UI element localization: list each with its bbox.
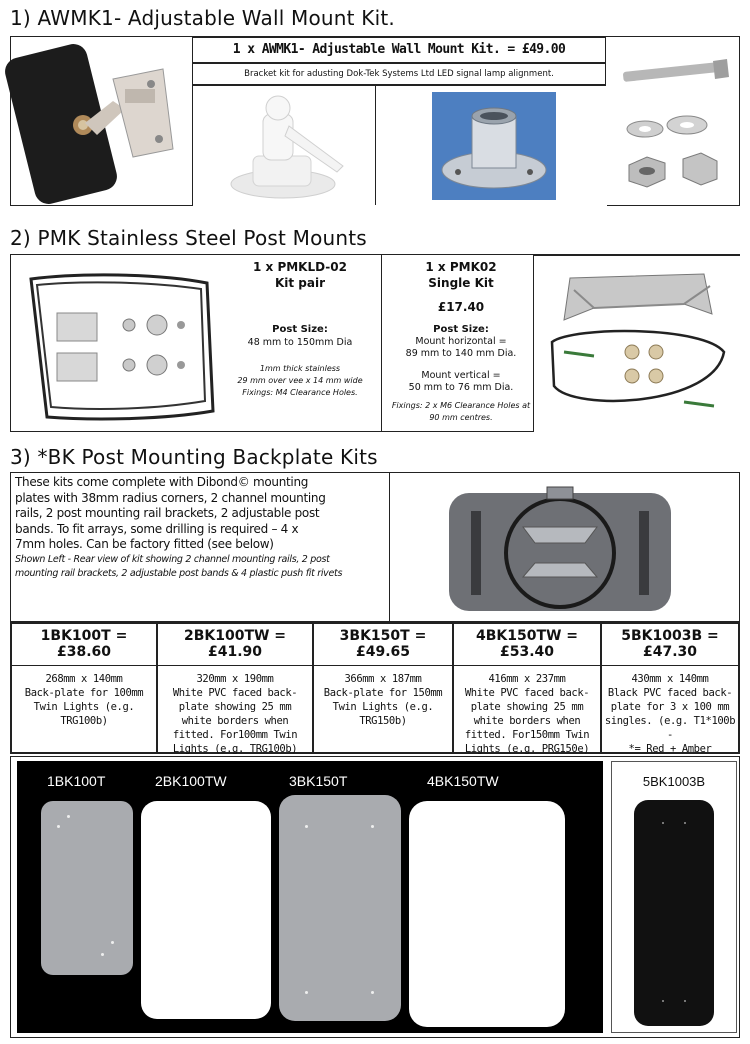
pmkld-size: 48 mm to 150mm Dia — [247, 337, 353, 348]
product-cell-2bk100tw — [157, 623, 313, 753]
pmk02-size-label: Post Size: — [433, 324, 489, 335]
pmkld-note-dimensions: 29 mm over vee x 14 mm wide — [237, 376, 363, 385]
pmk02-kit-panel — [387, 257, 535, 429]
plate-5bk1003b-panel — [611, 761, 737, 1033]
product-cell-1bk100t — [11, 623, 157, 753]
section3-intro-divider — [389, 473, 390, 621]
plates-black-panel — [17, 761, 603, 1033]
bolt-washers-photo — [609, 39, 739, 203]
stainless-base-photo — [375, 85, 606, 205]
plate-label-1bk100t: 1BK100T — [47, 773, 106, 789]
product-description — [454, 672, 600, 756]
plate-hole — [57, 825, 60, 828]
product-divider — [158, 665, 312, 666]
product-code-price: 2BK100TW = £41.90 — [183, 628, 287, 660]
desc-line: Back-plate for 150mm — [323, 687, 443, 699]
product-table — [10, 622, 740, 754]
pmk02-vertical-label: Mount vertical = — [421, 370, 501, 381]
pmkld-kit-type: Kit pair — [274, 276, 326, 290]
plate-hole — [662, 822, 664, 824]
plate-label-2bk100tw: 2BK100TW — [155, 773, 227, 789]
desc-line: White PVC faced back- — [172, 687, 298, 699]
plate-3bk150t — [279, 795, 401, 1021]
desc-line: *= Red + Amber — [628, 743, 712, 755]
desc-line: fitted. For100mm Twin — [172, 729, 298, 741]
section1-title: 1 x AWMK1- Adjustable Wall Mount Kit. = £49.00 — [192, 37, 606, 63]
section3-intro-text — [15, 475, 391, 581]
desc-line: White PVC faced back- — [464, 687, 590, 699]
desc-line: Twin Lights (e.g. — [33, 701, 135, 713]
plate-5bk1003b — [634, 800, 714, 1026]
plate-label-3bk150t: 3BK150T — [289, 773, 348, 789]
product-code-price: 4BK150TW = £53.40 — [475, 628, 579, 660]
desc-line: white borders when — [473, 715, 581, 727]
plate-hole — [371, 991, 374, 994]
section3-heading: 3) *BK Post Mounting Backplate Kits — [10, 445, 378, 469]
intro-line: These kits come complete with Dibond© mounting — [15, 475, 309, 489]
plate-hole — [684, 822, 686, 824]
product-description — [12, 672, 156, 728]
desc-line: 268mm x 140mm — [45, 673, 123, 685]
desc-line: Twin Lights (e.g. — [332, 701, 434, 713]
caption-line: Shown Left - Rear view of kit showing 2 channel mounting rails, 2 post — [15, 553, 330, 565]
pmk02-kit-type: Single Kit — [428, 276, 494, 290]
plate-hole — [305, 991, 308, 994]
pmk02-horizontal-label: Mount horizontal = — [415, 336, 507, 347]
pmk02-price: £17.40 — [437, 300, 485, 314]
intro-line: plates with 38mm radius corners, 2 channel mounting — [15, 490, 326, 505]
pmk02-fixings-2: 90 mm centres. — [429, 413, 493, 422]
swivel-mount-photo — [192, 85, 375, 205]
product-cell-4bk150tw — [453, 623, 601, 753]
plate-hole — [67, 815, 70, 818]
desc-line: 430mm x 140mm — [631, 673, 709, 685]
pmk02-horizontal-size: 89 mm to 140 mm Dia. — [405, 348, 517, 359]
wall-mount-photo — [13, 39, 191, 203]
pmkld-size-label: Post Size: — [272, 324, 328, 335]
plate-hole — [371, 825, 374, 828]
product-cell-3bk150t — [313, 623, 453, 753]
pmk02-vertical-size: 50 mm to 76 mm Dia. — [408, 382, 514, 393]
section1-box — [10, 36, 740, 206]
plate-hole — [101, 953, 104, 956]
section2-divider — [381, 255, 382, 431]
pmkld-kit-panel — [225, 257, 375, 429]
product-divider — [602, 665, 738, 666]
plate-hole — [111, 941, 114, 944]
section1-heading: 1) AWMK1- Adjustable Wall Mount Kit. — [10, 6, 395, 30]
product-divider — [12, 665, 156, 666]
intro-line: rails, 2 post mounting rail brackets, 2 adjustable post — [15, 506, 320, 520]
plate-4bk150tw — [409, 801, 565, 1027]
product-code-price: 3BK150T = £49.65 — [339, 628, 427, 660]
product-description — [158, 672, 312, 756]
desc-line: 320mm x 190mm — [196, 673, 274, 685]
desc-line: plate for 3 x 100 mm — [610, 701, 730, 713]
desc-line: TRG100b) — [60, 715, 108, 727]
desc-line: plate showing 25 mm — [178, 701, 292, 713]
product-divider — [454, 665, 600, 666]
pmkld-note-thickness: 1mm thick stainless — [259, 364, 341, 373]
intro-line: 7mm holes. Can be factory fitted (see below) — [15, 537, 274, 551]
plate-label-4bk150tw: 4BK150TW — [427, 773, 499, 789]
desc-line: Back-plate for 100mm — [24, 687, 144, 699]
section2-box — [10, 254, 740, 432]
plate-hole — [684, 1000, 686, 1002]
desc-line: Lights (e.g. PRG150e) — [464, 743, 590, 755]
desc-line: white borders when — [181, 715, 289, 727]
desc-line: Lights (e.g. TRG100b) — [172, 743, 298, 755]
section1-subtitle: Bracket kit for adusting Dok-Tek Systems Ltd LED signal lamp alignment. — [192, 63, 606, 85]
plates-box — [10, 756, 740, 1038]
post-mount-kit-photo — [17, 261, 221, 425]
intro-line: bands. To fit arrays, some drilling is required – 4 x — [15, 521, 299, 536]
section2-heading: 2) PMK Stainless Steel Post Mounts — [10, 226, 367, 250]
desc-line: fitted. For150mm Twin — [464, 729, 590, 741]
desc-line: singles. (e.g. T1*100b - — [604, 715, 736, 741]
plate-2bk100tw — [141, 801, 271, 1019]
product-code-price: 1BK100T = £38.60 — [40, 628, 128, 660]
pmk02-code: 1 x PMK02 — [425, 260, 497, 274]
desc-line: 366mm x 187mm — [344, 673, 422, 685]
plate-hole — [305, 825, 308, 828]
pmkld-code: 1 x PMKLD-02 — [253, 260, 347, 274]
desc-line: Black PVC faced back- — [607, 687, 733, 699]
plate-1bk100t — [41, 801, 133, 975]
plate-hole — [662, 1000, 664, 1002]
product-cell-5bk1003b — [601, 623, 739, 753]
plate-label-5bk1003b: 5BK1003B — [642, 774, 706, 789]
pmkld-note-fixings: Fixings: M4 Clearance Holes. — [242, 388, 358, 397]
product-divider — [314, 665, 452, 666]
caption-line: mounting rail brackets, 2 adjustable post bands & 4 plastic push fit rivets — [15, 567, 343, 579]
product-description — [314, 672, 452, 728]
backplate-rear-photo — [435, 477, 685, 617]
desc-line: 416mm x 237mm — [488, 673, 566, 685]
pmk02-fixings-1: Fixings: 2 x M6 Clearance Holes at — [391, 401, 531, 410]
pmk02-kit-photo — [533, 255, 739, 431]
desc-line: plate showing 25 mm — [470, 701, 584, 713]
product-code-price: 5BK1003B = £47.30 — [621, 628, 719, 660]
desc-line: TRG150b) — [359, 715, 407, 727]
section3-intro-box — [10, 472, 740, 622]
